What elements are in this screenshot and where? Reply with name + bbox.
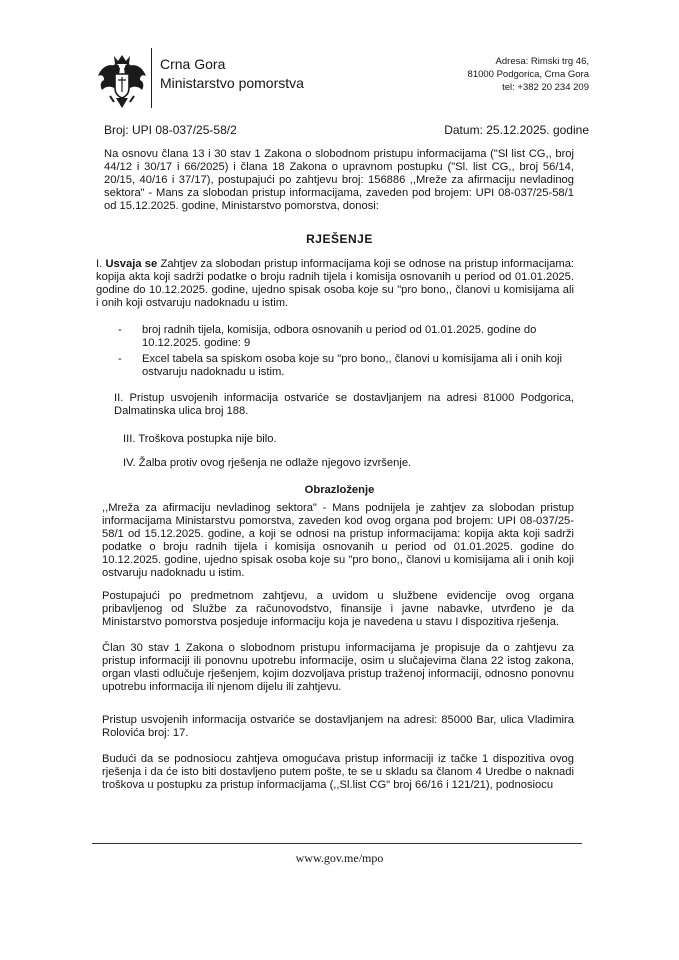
explanation-paragraph: Budući da se podnosiocu zahtjeva omogućava pristup informaciji iz tačke 1 dispozitiva ovog rješenja i da će isto biti dostavljeno putem pošte, te se u skladu sa članom 4 Uredbe o naknadi troškova u postupku za pristup informacijama (,,Sl.list CG" broj 66/16 i 121/21), podnosiocu	[102, 753, 574, 791]
section-2	[114, 392, 574, 418]
contact-address	[468, 55, 589, 94]
section-4	[123, 457, 563, 470]
phone-number: tel: +382 20 234 209	[502, 82, 589, 93]
document-date: Datum: 25.12.2025. godine	[444, 123, 589, 137]
explanation-paragraph: ,,Mreža za afirmaciju nevladinog sektora" - Mans podnijela je zahtjev za slobodan pristup informacijama Ministarstvu pomorstva, zaveden kod ovog organa pod brojem: UPI 08-037/25-58/1 od 15.12.2025. godine, a koji se odnosi na pristup informacijama: kopija akta koji sadrži podatke o broju radnih tijela i komisija osnovanih u period od 01.01.2025. godine do 10.12.2025. godine, ujedno spisak osoba koje su "pro bono,, članovi u komisijama ali i onih koji ostvaruju nadoknadu u istim.	[102, 502, 574, 579]
explanation-paragraph: Postupajući po predmetnom zahtjevu, a uvidom u službene evidencije ovog organa pribavljenog od Službe za računovodstvo, finansije i javne nabavke, utvrđeno je da Ministarstvo pomorstva posjeduje informaciju koja je navedena u stavu I dispozitiva rješenja.	[102, 590, 574, 628]
address-line: Adresa: Rimski trg 46,	[495, 56, 589, 67]
explanation-paragraph: Član 30 stav 1 Zakona o slobodnom pristupu informacijama je propisuje da o zahtjevu za pristup informaciji ili ponovnu upotrebu informacije, osim u slučajevima člana 22 istog zakona, organ vlasti odlučuje rješenjem, kojim dozvoljava pristup traženoj informaciji, odnosno ponovnu upotrebu informacija ili njenom dijelu ili zahtjevu.	[102, 642, 574, 693]
country-name: Crna Gora	[160, 56, 226, 72]
address-city: 81000 Podgorica, Crna Gora	[467, 69, 589, 80]
section-4-text: Žalba protiv ovog rješenja ne odlaže njegovo izvršenje.	[138, 457, 412, 469]
section-3-text: Troškova postupka nije bilo.	[138, 433, 277, 445]
section-2-text: Pristup usvojenih informacija ostvariće se dostavljanjem na adresi 81000 Podgorica, Dalmatinska ulica broj 188.	[114, 392, 574, 417]
ministry-name: Ministarstvo pomorstva	[160, 75, 304, 91]
section-1	[96, 258, 574, 310]
reference-number: Broj: UPI 08-037/25-58/2	[104, 123, 237, 137]
section-3	[123, 433, 563, 446]
section-4-number: IV.	[123, 457, 136, 469]
bullet-list	[118, 324, 574, 382]
intro-paragraph: Na osnovu člana 13 i 30 stav 1 Zakona o slobodnom pristupu informacijama ("Sl list CG,, broj 44/12 i 30/17 i 66/2025) i člana 18 Zakona o upravnom postupku ("Sl. list CG,, broj 56/14, 20/15, 40/16 i 37/17), postupajući po zahtjevu broj: 156886 ,,Mreže za afirmaciju nevladinog sektora" - Mans za slobodan pristup informacijama, zaveden pod brojem: UPI 08-037/25-58/1 od 15.12.2025. godine, Ministarstvo pomorstva, donosi:	[104, 148, 574, 212]
decision-title: RJEŠENJE	[306, 232, 373, 246]
list-item: - broj radnih tijela, komisija, odbora osnovanih u period od 01.01.2025. godine do 10.12.2025. godine: 9	[118, 324, 574, 350]
section-2-number: II.	[114, 392, 124, 404]
section-1-text: Zahtjev za slobodan pristup informacijama koji se odnose na pristup informacijama: kopija akta koji sadrži podatke o broju radnih tijela i komisija osnovanih u period od 01.01.2025. godine do 10.12.2025. godine, ujedno spisak osoba koje su "pro bono,, članovi u komisijama ali i onih koji ostvaruju nadoknadu u istim.	[96, 258, 575, 309]
section-1-bold: Usvaja se	[105, 258, 158, 270]
section-3-number: III.	[123, 433, 136, 445]
section-1-number: I.	[96, 258, 103, 270]
list-item: - Excel tabela sa spiskom osoba koje su "pro bono,, članovi u komisijama ali i onih koji ostvaruju nadoknadu u istim.	[118, 353, 574, 379]
coat-of-arms-icon	[96, 52, 148, 110]
explanation-paragraph: Pristup usvojenih informacija ostvariće se dostavljanjem na adresi: 85000 Bar, ulica Vladimira Rolovića broj: 17.	[102, 714, 574, 739]
footer-divider	[92, 843, 582, 844]
header-divider	[151, 48, 152, 108]
footer-website[interactable]: www.gov.me/mpo	[295, 851, 384, 865]
explanation-title: Obrazloženje	[304, 484, 375, 496]
